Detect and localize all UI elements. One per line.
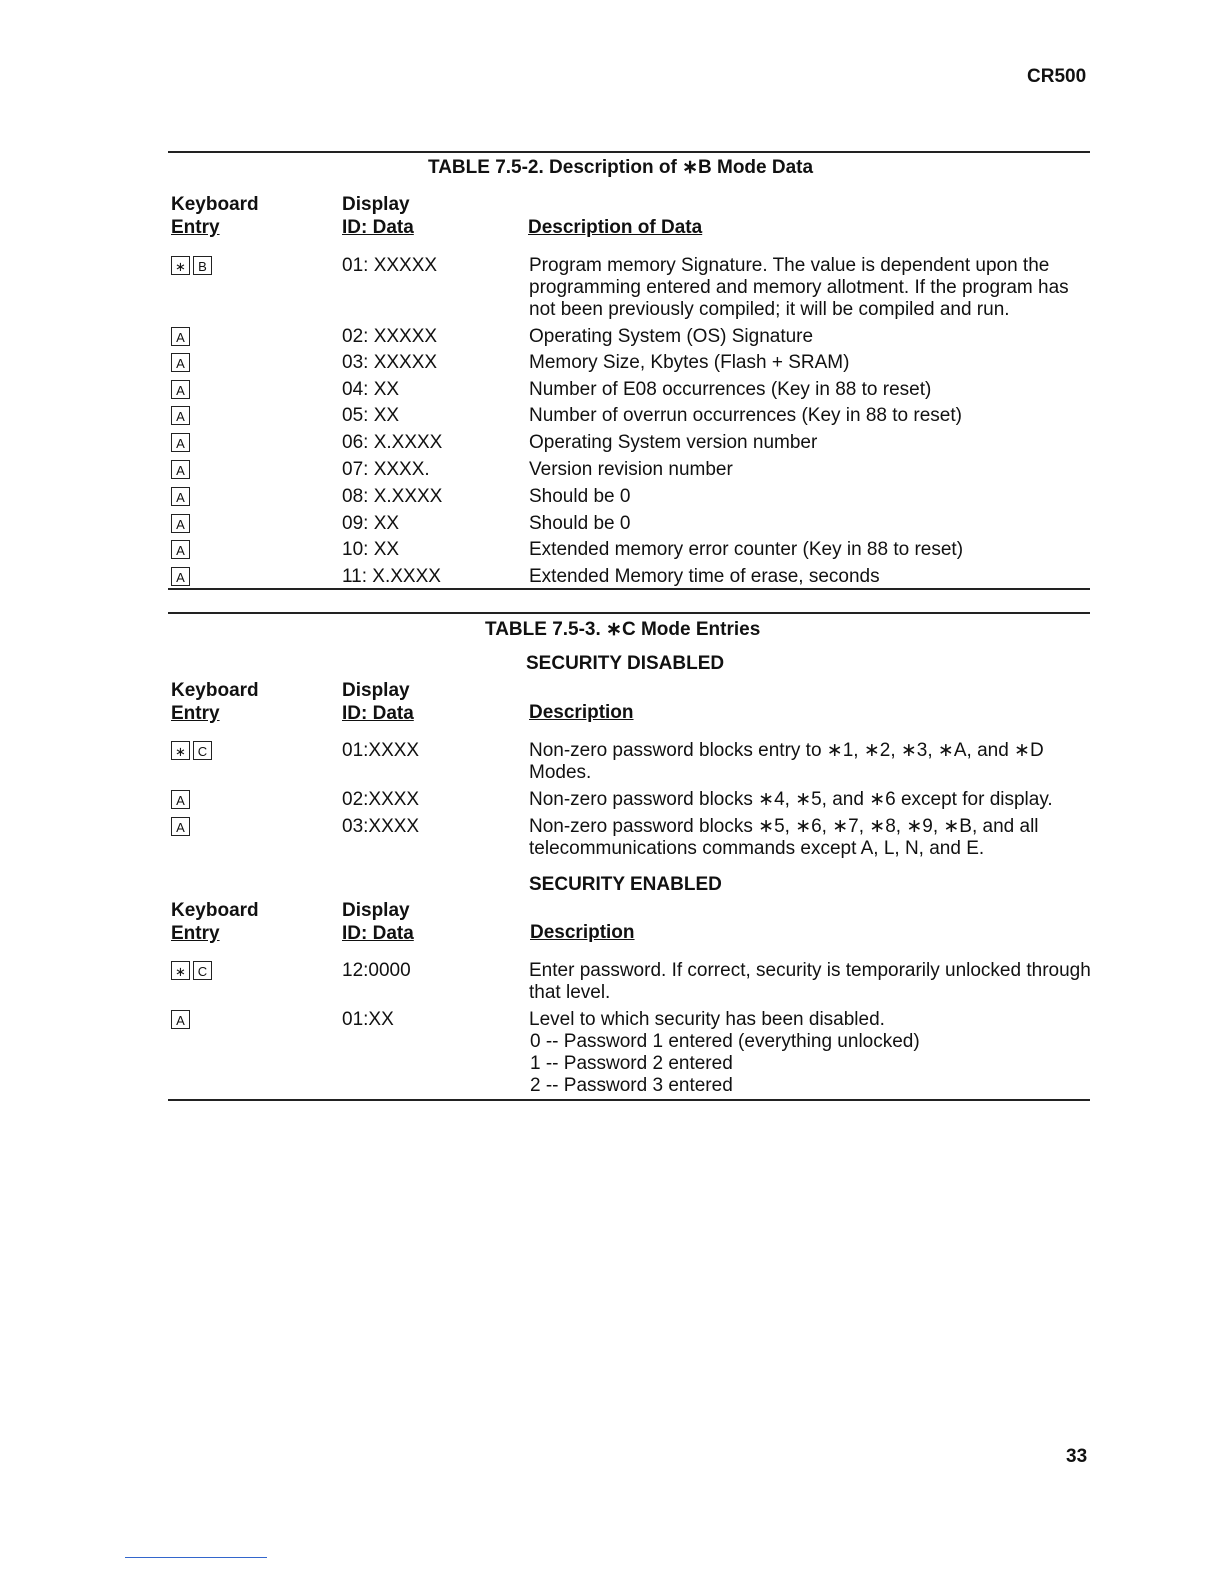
display-id-data: 04: XX bbox=[342, 379, 400, 400]
description-text: Operating System (OS) Signature bbox=[529, 326, 814, 347]
col-header-line2: Entry bbox=[171, 217, 220, 238]
keyboard-entry-keys bbox=[171, 327, 190, 346]
security-enabled-heading: SECURITY ENABLED bbox=[529, 874, 722, 895]
description-extra-line: 1 -- Password 2 entered bbox=[530, 1053, 733, 1074]
description-text: Operating System version number bbox=[529, 432, 818, 453]
display-id-data: 02: XXXXX bbox=[342, 326, 438, 347]
col-header-line2: Entry bbox=[171, 703, 220, 724]
key-c-icon: C bbox=[193, 961, 212, 980]
page-number: 33 bbox=[1066, 1446, 1088, 1467]
description-text: Memory Size, Kbytes (Flash + SRAM) bbox=[529, 352, 850, 373]
description-extra-line: 0 -- Password 1 entered (everything unlocked) bbox=[530, 1031, 920, 1052]
col-header-line2: ID: Data bbox=[342, 217, 414, 238]
table1-col-description-header bbox=[528, 216, 702, 239]
key-a-icon: A bbox=[171, 567, 190, 586]
description-text: Extended Memory time of erase, seconds bbox=[529, 566, 880, 587]
table2-s2-col-display-header bbox=[342, 899, 414, 945]
col-header-line2: Entry bbox=[171, 923, 220, 944]
key-a-icon: A bbox=[171, 487, 190, 506]
col-header-line1: Keyboard bbox=[171, 680, 259, 701]
display-id-data: 09: XX bbox=[342, 513, 400, 534]
description-text: Non-zero password blocks ∗5, ∗6, ∗7, ∗8, ∗9, ∗B, and all telecommunications commands except A, L, N, and E. bbox=[529, 816, 1039, 859]
table1-title: TABLE 7.5-2. Description of ∗B Mode Data bbox=[428, 157, 814, 178]
description-text: Version revision number bbox=[529, 459, 733, 480]
col-header-line: Description bbox=[529, 702, 634, 723]
description-text: Enter password. If correct, security is temporarily unlocked through that level. bbox=[529, 960, 1091, 1003]
key-a-icon: A bbox=[171, 433, 190, 452]
keyboard-entry-keys bbox=[171, 406, 190, 425]
security-disabled-heading: SECURITY DISABLED bbox=[526, 653, 725, 674]
description-text: Number of overrun occurrences (Key in 88 to reset) bbox=[529, 405, 962, 426]
page-header: CR500 bbox=[1027, 66, 1087, 87]
keyboard-entry-keys bbox=[171, 353, 190, 372]
display-id-data: 11: X.XXXX bbox=[342, 566, 441, 587]
description-text: Extended memory error counter (Key in 88 to reset) bbox=[529, 539, 964, 560]
key-a-icon: A bbox=[171, 817, 190, 836]
display-id-data: 06: X.XXXX bbox=[342, 432, 443, 453]
col-header-line2: ID: Data bbox=[342, 703, 414, 724]
keyboard-entry-keys bbox=[171, 256, 212, 275]
table2-s1-col-description-header bbox=[529, 701, 634, 724]
col-header-line: Description of Data bbox=[528, 217, 703, 238]
description-extra-line: 2 -- Password 3 entered bbox=[530, 1075, 733, 1096]
col-header-line1: Display bbox=[342, 680, 410, 701]
key-asterisk-icon: ∗ bbox=[171, 961, 190, 980]
col-header-line1: Display bbox=[342, 900, 410, 921]
display-id-data: 01: XXXXX bbox=[342, 255, 438, 276]
key-a-icon: A bbox=[171, 380, 190, 399]
display-id-data: 03:XXXX bbox=[342, 816, 420, 837]
table1-col-display-header bbox=[342, 193, 414, 239]
key-a-icon: A bbox=[171, 540, 190, 559]
col-header-line1: Display bbox=[342, 194, 410, 215]
display-id-data: 03: XXXXX bbox=[342, 352, 438, 373]
key-c-icon: C bbox=[193, 741, 212, 760]
col-header-line2: ID: Data bbox=[342, 923, 414, 944]
description-text: Non-zero password blocks entry to ∗1, ∗2, ∗3, ∗A, and ∗D Modes. bbox=[529, 740, 1044, 783]
display-id-data: 05: XX bbox=[342, 405, 400, 426]
display-id-data: 01:XXXX bbox=[342, 740, 420, 761]
table2-title: TABLE 7.5-3. ∗C Mode Entries bbox=[485, 619, 761, 640]
display-id-data: 07: XXXX. bbox=[342, 459, 430, 480]
display-id-data: 08: X.XXXX bbox=[342, 486, 443, 507]
table1-top-rule bbox=[168, 151, 1090, 153]
key-a-icon: A bbox=[171, 327, 190, 346]
key-asterisk-icon: ∗ bbox=[171, 256, 190, 275]
display-id-data: 02:XXXX bbox=[342, 789, 420, 810]
col-header-line1: Keyboard bbox=[171, 900, 259, 921]
key-asterisk-icon: ∗ bbox=[171, 741, 190, 760]
display-id-data: 10: XX bbox=[342, 539, 400, 560]
key-a-icon: A bbox=[171, 790, 190, 809]
keyboard-entry-keys bbox=[171, 380, 190, 399]
description-text: Should be 0 bbox=[529, 513, 631, 534]
description-text: Number of E08 occurrences (Key in 88 to reset) bbox=[529, 379, 932, 400]
col-header-line: Description bbox=[530, 922, 635, 943]
key-a-icon: A bbox=[171, 353, 190, 372]
description-text: Should be 0 bbox=[529, 486, 631, 507]
footer-link-underline bbox=[125, 1557, 267, 1558]
display-id-data: 12:0000 bbox=[342, 960, 411, 981]
description-text: Non-zero password blocks ∗4, ∗5, and ∗6 except for display. bbox=[529, 789, 1053, 810]
keyboard-entry-keys bbox=[171, 514, 190, 533]
description-text: Level to which security has been disabled. bbox=[529, 1009, 885, 1030]
table2-s2-col-keyboard-header bbox=[171, 899, 259, 945]
keyboard-entry-keys bbox=[171, 741, 212, 760]
table2-s1-col-display-header bbox=[342, 679, 414, 725]
description-text: Program memory Signature. The value is dependent upon the programming entered and memory allotment. If the program has not been previously compiled; it will be compiled and run. bbox=[529, 255, 1069, 320]
key-a-icon: A bbox=[171, 514, 190, 533]
keyboard-entry-keys bbox=[171, 1010, 190, 1029]
key-a-icon: A bbox=[171, 406, 190, 425]
table1-col-keyboard-header bbox=[171, 193, 259, 239]
keyboard-entry-keys bbox=[171, 540, 190, 559]
key-a-icon: A bbox=[171, 1010, 190, 1029]
keyboard-entry-keys bbox=[171, 460, 190, 479]
col-header-line1: Keyboard bbox=[171, 194, 259, 215]
table2-top-rule bbox=[168, 612, 1090, 614]
table1-bottom-rule bbox=[168, 588, 1090, 590]
keyboard-entry-keys bbox=[171, 817, 190, 836]
key-b-icon: B bbox=[193, 256, 212, 275]
key-a-icon: A bbox=[171, 460, 190, 479]
table2-bottom-rule bbox=[168, 1099, 1090, 1101]
keyboard-entry-keys bbox=[171, 567, 190, 586]
keyboard-entry-keys bbox=[171, 487, 190, 506]
keyboard-entry-keys bbox=[171, 790, 190, 809]
display-id-data: 01:XX bbox=[342, 1009, 394, 1030]
keyboard-entry-keys bbox=[171, 961, 212, 980]
keyboard-entry-keys bbox=[171, 433, 190, 452]
table2-s2-col-description-header bbox=[530, 921, 635, 944]
table2-s1-col-keyboard-header bbox=[171, 679, 259, 725]
